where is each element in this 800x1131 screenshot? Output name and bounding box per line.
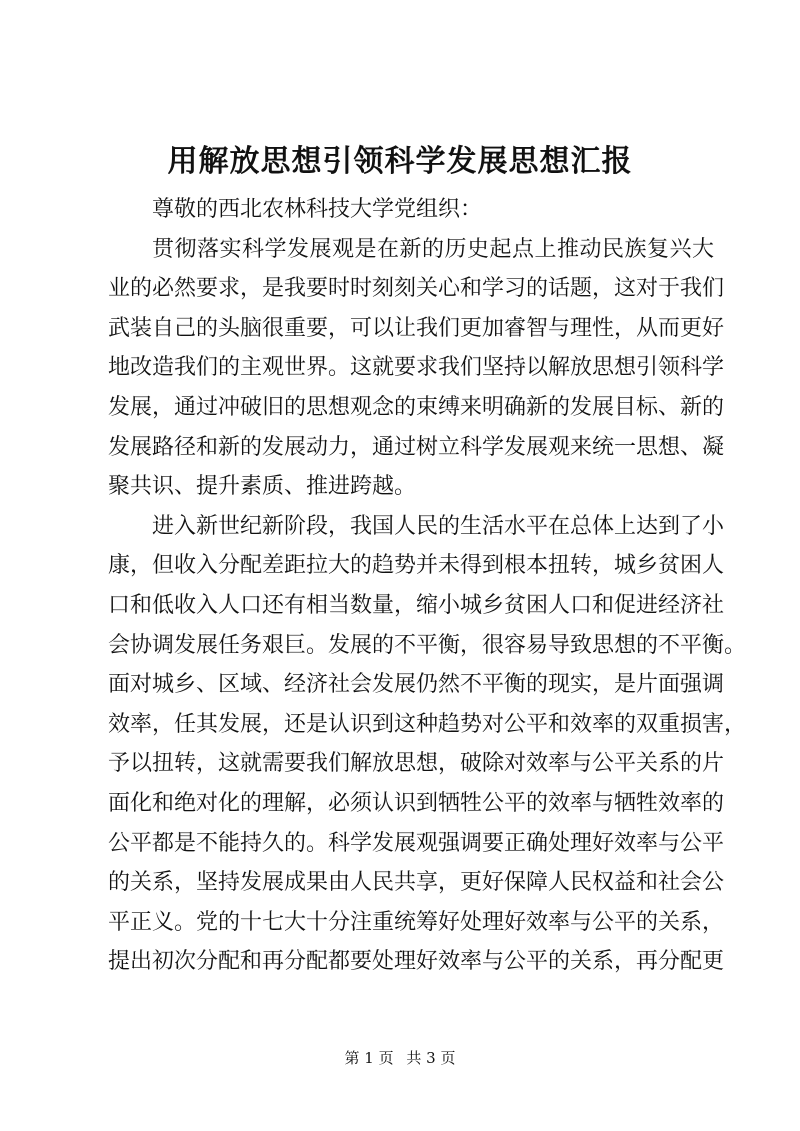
paragraph-line: 进入新世纪新阶段，我国人民的生活水平在总体上达到了小: [152, 513, 725, 539]
paragraph-line: 聚共识、提升素质、推进跨越。: [108, 474, 417, 500]
paragraph-line: 发展路径和新的发展动力，通过树立科学发展观来统一思想、凝: [108, 434, 725, 460]
page-total: 共 3 页: [406, 1049, 456, 1067]
salutation: 尊敬的西北农林科技大学党组织：: [152, 197, 483, 222]
paragraph-line: 口和低收入人口还有相当数量，缩小城乡贫困人口和促进经济社: [108, 592, 725, 618]
paragraph-line: 面化和绝对化的理解，必须认识到牺牲公平的效率与牺牲效率的: [108, 790, 725, 816]
paragraph-line: 面对城乡、区域、经济社会发展仍然不平衡的现实，是片面强调: [108, 672, 725, 698]
page-number: 第 1 页: [344, 1049, 394, 1067]
document-title: 用解放思想引领科学发展思想汇报: [167, 144, 633, 179]
paragraph-line: 公平都是不能持久的。科学发展观强调要正确处理好效率与公平: [108, 830, 725, 856]
paragraph-line: 发展，通过冲破旧的思想观念的束缚来明确新的发展目标、新的: [108, 394, 725, 420]
paragraph-line: 会协调发展任务艰巨。发展的不平衡，很容易导致思想的不平衡。: [108, 632, 747, 658]
paragraph-line: 地改造我们的主观世界。这就要求我们坚持以解放思想引领科学: [108, 355, 725, 381]
paragraph-1: [108, 230, 725, 507]
paragraph-2: [108, 507, 747, 982]
document-body: [108, 190, 747, 982]
paragraph-line: 提出初次分配和再分配都要处理好效率与公平的关系，再分配更: [108, 949, 725, 975]
paragraph-line: 平正义。党的十七大十分注重统筹好处理好效率与公平的关系，: [108, 909, 725, 935]
paragraph-line: 的关系，坚持发展成果由人民共享，更好保障人民权益和社会公: [108, 870, 725, 896]
page-footer: [0, 1047, 800, 1069]
paragraph-line: 康，但收入分配差距拉大的趋势并未得到根本扭转，城乡贫困人: [108, 553, 725, 579]
paragraph-line: 贯彻落实科学发展观是在新的历史起点上推动民族复兴大: [152, 236, 714, 262]
paragraph-line: 效率，任其发展，还是认识到这种趋势对公平和效率的双重损害，: [108, 711, 747, 737]
paragraph-line: 武装自己的头脑很重要，可以让我们更加睿智与理性，从而更好: [108, 315, 725, 341]
paragraph-line: 业的必然要求，是我要时时刻刻关心和学习的话题，这对于我们: [108, 276, 725, 302]
paragraph-line: 予以扭转，这就需要我们解放思想，破除对效率与公平关系的片: [108, 751, 725, 777]
